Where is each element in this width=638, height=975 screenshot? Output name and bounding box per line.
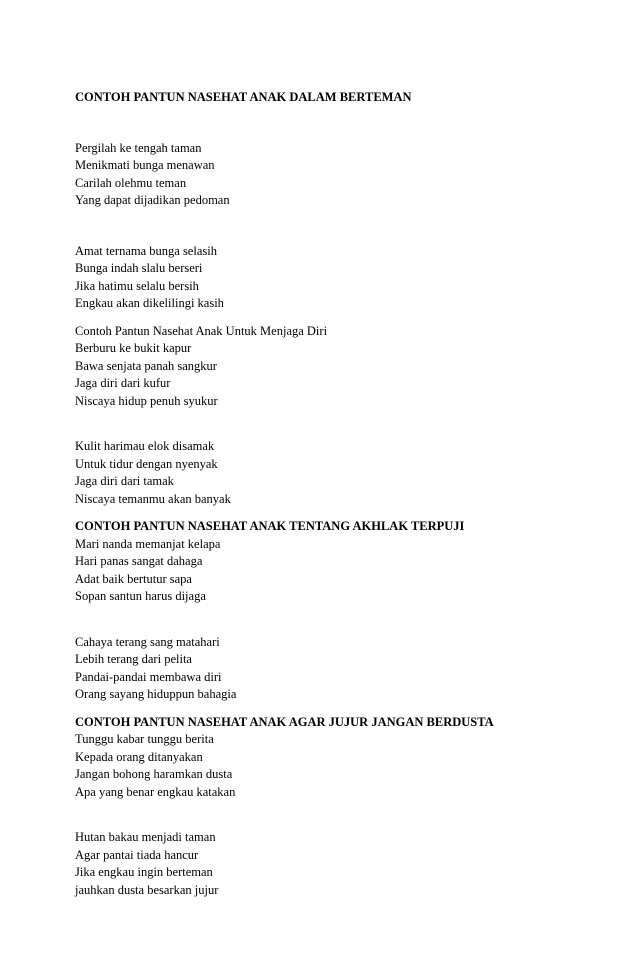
- stanza-line: Amat ternama bunga selasih: [75, 243, 217, 258]
- document-body: [75, 89, 595, 899]
- spacer: [75, 801, 595, 829]
- stanza-line: Pandai-pandai membawa diri: [75, 669, 222, 684]
- spacer: [75, 210, 595, 243]
- stanza-line: Kulit harimau elok disamak: [75, 439, 215, 453]
- stanza-line: Orang sayang hiduppun bahagia: [75, 687, 237, 701]
- stanza-line: Jangan bohong haramkan dusta: [75, 767, 233, 781]
- stanza-line: Pergilah ke tengah taman: [75, 140, 202, 155]
- stanza-line: Hari panas sangat dahaga: [75, 554, 203, 568]
- stanza-line: Kepada orang ditanyakan: [75, 749, 203, 764]
- stanza-line: Menikmati bunga menawan: [75, 158, 215, 172]
- stanza-4: [75, 438, 595, 508]
- stanza-line: Sopan santun harus dijaga: [75, 589, 206, 603]
- stanza-line: Jaga diri dari kufur: [75, 376, 171, 390]
- stanza-line: Jaga diri dari tamak: [75, 474, 174, 488]
- spacer: [75, 107, 595, 140]
- stanza-line: Mari nanda memanjat kelapa: [75, 536, 221, 551]
- spacer: [75, 508, 595, 518]
- stanza-line: Niscaya temanmu akan banyak: [75, 491, 231, 506]
- stanza-line: Adat baik bertutur sapa: [75, 571, 192, 586]
- stanza-line: jauhkan dusta besarkan jujur: [75, 882, 219, 897]
- spacer: [75, 410, 595, 438]
- stanza-line: Berburu ke bukit kapur: [75, 341, 192, 355]
- stanza-line: Lebih terang dari pelita: [75, 652, 192, 666]
- subheading-menjaga-diri: Contoh Pantun Nasehat Anak Untuk Menjaga Diri: [75, 323, 328, 338]
- spacer: [75, 313, 595, 323]
- stanza-3: [75, 340, 595, 410]
- heading-berteman: CONTOH PANTUN NASEHAT ANAK DALAM BERTEMAN: [75, 90, 412, 104]
- stanza-8: [75, 829, 595, 899]
- heading-jujur: CONTOH PANTUN NASEHAT ANAK AGAR JUJUR JANGAN BERDUSTA: [75, 714, 494, 729]
- stanza-1: [75, 140, 595, 210]
- stanza-line: Untuk tidur dengan nyenyak: [75, 456, 218, 471]
- stanza-line: Engkau akan dikelilingi kasih: [75, 296, 224, 310]
- stanza-6: [75, 634, 595, 704]
- stanza-line: Hutan bakau menjadi taman: [75, 830, 216, 844]
- stanza-line: Cahaya terang sang matahari: [75, 634, 220, 649]
- stanza-line: Bunga indah slalu berseri: [75, 261, 203, 275]
- spacer: [75, 606, 595, 634]
- stanza-line: Carilah olehmu teman: [75, 175, 187, 190]
- stanza-line: Jika engkau ingin berteman: [75, 865, 213, 879]
- stanza-line: Jika hatimu selalu bersih: [75, 278, 199, 293]
- stanza-line: Apa yang benar engkau katakan: [75, 784, 236, 799]
- stanza-line: Tunggu kabar tunggu berita: [75, 732, 214, 746]
- stanza-5: [75, 536, 595, 606]
- stanza-7: [75, 731, 595, 801]
- stanza-line: Bawa senjata panah sangkur: [75, 358, 217, 373]
- stanza-line: Yang dapat dijadikan pedoman: [75, 193, 230, 207]
- heading-akhlak-terpuji: CONTOH PANTUN NASEHAT ANAK TENTANG AKHLAK TERPUJI: [75, 519, 465, 533]
- spacer: [75, 704, 595, 714]
- stanza-2: [75, 243, 595, 313]
- stanza-line: Niscaya hidup penuh syukur: [75, 393, 218, 408]
- stanza-line: Agar pantai tiada hancur: [75, 847, 199, 862]
